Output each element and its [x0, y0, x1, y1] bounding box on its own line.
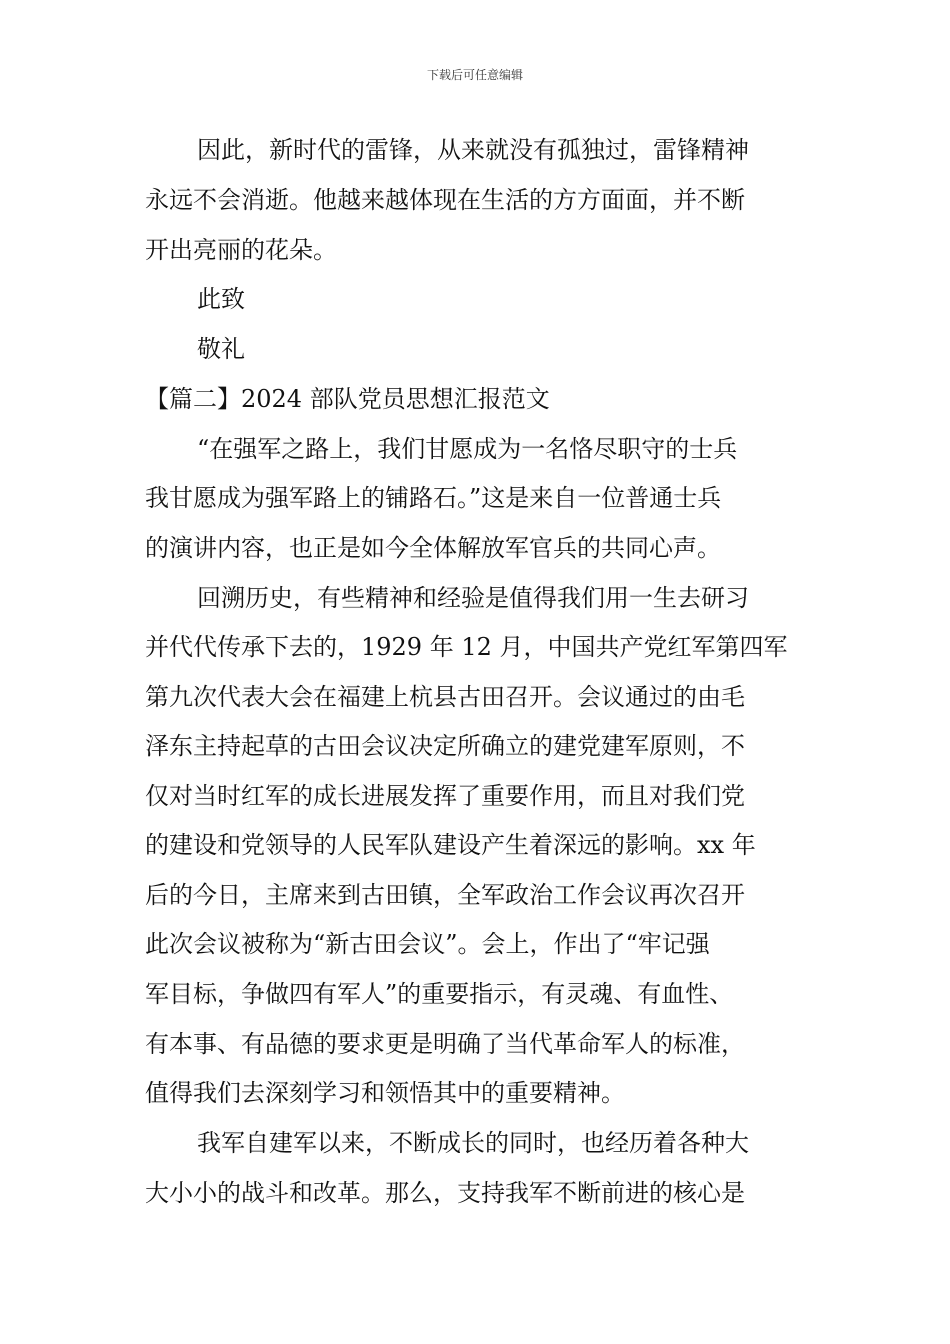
text-line: 因此，新时代的雷锋，从来就没有孤独过，雷锋精神	[197, 136, 749, 164]
text-line: 大小小的战斗和改革。那么，支持我军不断前进的核心是	[145, 1179, 745, 1207]
page-header: 下载后可任意编辑	[426, 68, 523, 82]
text-line: 我甘愿成为强军路上的铺路石。”这是来自一位普通士兵	[145, 484, 722, 512]
text-line: 此次会议被称为“新古田会议”。会上，作出了“牢记强	[145, 930, 710, 958]
text-line: 泽东主持起草的古田会议决定所确立的建党建军原则，不	[145, 732, 745, 760]
section-heading: 【篇二】2024 部队党员思想汇报范文	[145, 385, 550, 413]
text-line: 的演讲内容，也正是如今全体解放军官兵的共同心声。	[145, 534, 721, 562]
text-line: 第九次代表大会在福建上杭县古田召开。会议通过的由毛	[145, 683, 745, 711]
text-line: 值得我们去深刻学习和领悟其中的重要精神。	[145, 1079, 625, 1107]
text-line: “在强军之路上，我们甘愿成为一名恪尽职守的士兵	[197, 435, 738, 463]
text-line: 此致	[197, 285, 245, 313]
text-line: 回溯历史，有些精神和经验是值得我们用一生去研习	[197, 584, 749, 612]
text-line: 敬礼	[197, 335, 245, 363]
text-line: 我军自建军以来，不断成长的同时，也经历着各种大	[197, 1129, 749, 1157]
text-line: 军目标，争做四有军人”的重要指示，有灵魂、有血性、	[145, 980, 734, 1008]
text-line: 的建设和党领导的人民军队建设产生着深远的影响。xx 年	[145, 831, 756, 859]
text-line: 仅对当时红军的成长进展发挥了重要作用，而且对我们党	[145, 782, 745, 810]
text-line: 后的今日，主席来到古田镇，全军政治工作会议再次召开	[145, 881, 745, 909]
text-line: 开出亮丽的花朵。	[145, 236, 337, 264]
text-line: 并代代传承下去的，1929 年 12 月，中国共产党红军第四军	[145, 633, 788, 661]
text-line: 永远不会消逝。他越来越体现在生活的方方面面，并不断	[145, 186, 745, 214]
text-line: 有本事、有品德的要求更是明确了当代革命军人的标准，	[145, 1030, 745, 1058]
